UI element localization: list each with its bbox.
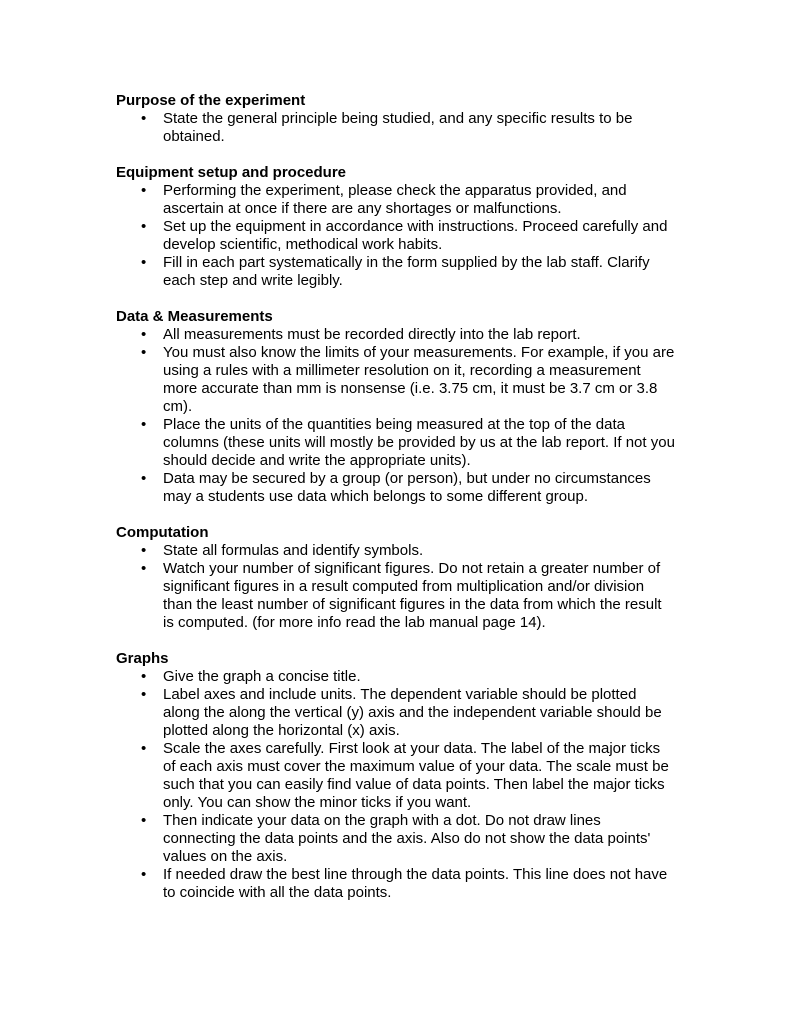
section-graphs [116, 650, 676, 902]
section-title: Equipment setup and procedure [116, 164, 347, 181]
list-item [116, 254, 676, 290]
list-item-text: If needed draw the best line through the data points. This line does not have to coincide with all the data points. [163, 866, 668, 901]
list-item-text: Watch your number of significant figures. Do not retain a greater number of significant figures in a result computed from multiplication and/or division than the least number of significant figures in the data from which the result is computed. (for more info read the lab manual page 14). [163, 560, 662, 631]
bullet-icon: • [141, 740, 147, 757]
list-item [116, 470, 676, 506]
bullet-list [116, 326, 676, 506]
list-item [116, 218, 676, 254]
section-data-measurements [116, 308, 676, 506]
list-item [116, 542, 676, 560]
list-item [116, 326, 676, 344]
bullet-icon: • [141, 812, 147, 829]
bullet-icon: • [141, 542, 147, 559]
section-equipment [116, 164, 676, 290]
document-page [116, 92, 676, 920]
bullet-icon: • [141, 416, 147, 433]
list-item-text: Performing the experiment, please check the apparatus provided, and ascertain at once if there are any shortages or malfunctions. [163, 182, 627, 217]
bullet-list [116, 542, 676, 632]
list-item [116, 182, 676, 218]
bullet-list [116, 110, 676, 146]
list-item-text: Then indicate your data on the graph with a dot. Do not draw lines connecting the data points and the axis. Also do not show the data points' values on the axis. [163, 812, 651, 865]
list-item-text: All measurements must be recorded directly into the lab report. [163, 326, 581, 343]
section-title: Purpose of the experiment [116, 92, 306, 109]
list-item-text: Give the graph a concise title. [163, 668, 361, 685]
list-item-text: Label axes and include units. The dependent variable should be plotted along the along the vertical (y) axis and the independent variable should be plotted along the horizontal (x) axis. [163, 686, 662, 739]
bullet-icon: • [141, 344, 147, 361]
bullet-icon: • [141, 182, 147, 199]
bullet-icon: • [141, 686, 147, 703]
list-item [116, 668, 676, 686]
list-item [116, 812, 676, 866]
bullet-icon: • [141, 470, 147, 487]
list-item-text: Place the units of the quantities being measured at the top of the data columns (these units will mostly be provided by us at the lab report. If not you should decide and write the appropriate units). [163, 416, 675, 469]
list-item-text: Scale the axes carefully. First look at your data. The label of the major ticks of each axis must cover the maximum value of your data. The scale must be such that you can easily find value of data points. Then label the major ticks only. You can show the minor ticks if you want. [163, 740, 669, 811]
bullet-icon: • [141, 326, 147, 343]
list-item-text: State the general principle being studied, and any specific results to be obtained. [163, 110, 633, 145]
bullet-list [116, 182, 676, 290]
section-title: Data & Measurements [116, 308, 273, 325]
list-item-text: Data may be secured by a group (or person), but under no circumstances may a students use data which belongs to some different group. [163, 470, 651, 505]
list-item-text: Fill in each part systematically in the form supplied by the lab staff. Clarify each step and write legibly. [163, 254, 650, 289]
bullet-icon: • [141, 560, 147, 577]
section-title: Graphs [116, 650, 169, 667]
bullet-list [116, 668, 676, 902]
list-item [116, 866, 676, 902]
bullet-icon: • [141, 866, 147, 883]
bullet-icon: • [141, 254, 147, 271]
bullet-icon: • [141, 110, 147, 127]
section-title: Computation [116, 524, 209, 541]
list-item-text: State all formulas and identify symbols. [163, 542, 424, 559]
list-item [116, 686, 676, 740]
section-computation [116, 524, 676, 632]
section-purpose [116, 92, 676, 146]
list-item-text: You must also know the limits of your measurements. For example, if you are using a rules with a millimeter resolution on it, recording a measurement more accurate than mm is nonsense (i.e. 3.75 cm, it must be 3.7 cm or 3.8 cm). [163, 344, 675, 415]
bullet-icon: • [141, 218, 147, 235]
bullet-icon: • [141, 668, 147, 685]
list-item [116, 740, 676, 812]
list-item-text: Set up the equipment in accordance with instructions. Proceed carefully and develop scientific, methodical work habits. [163, 218, 668, 253]
list-item [116, 416, 676, 470]
list-item [116, 344, 676, 416]
list-item [116, 110, 676, 146]
list-item [116, 560, 676, 632]
